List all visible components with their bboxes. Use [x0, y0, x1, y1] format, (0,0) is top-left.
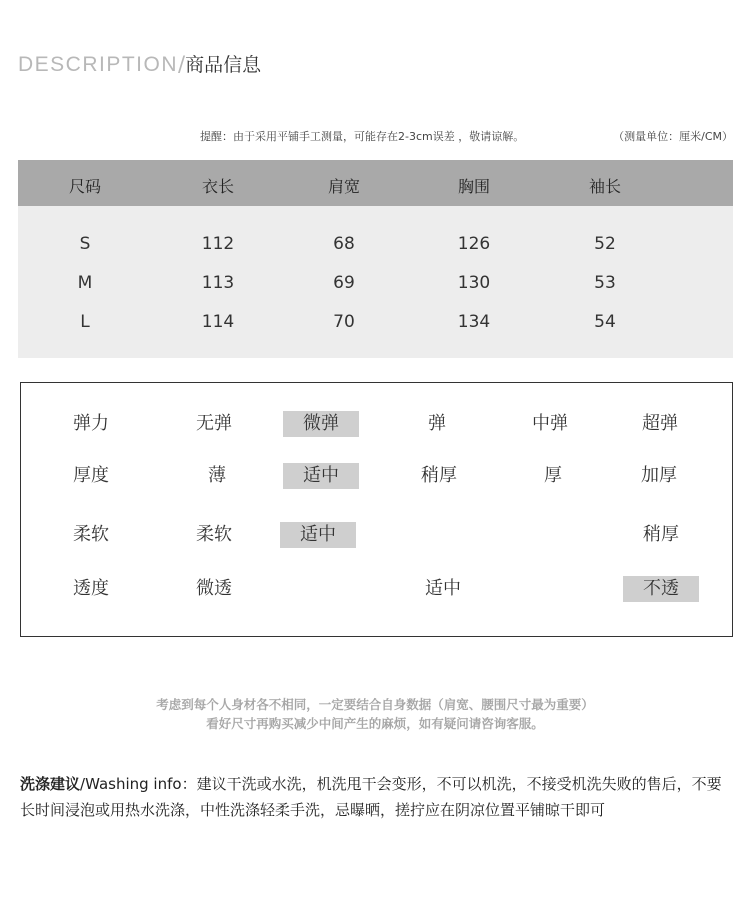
elasticity-option: 无弹	[196, 413, 232, 434]
elasticity-option: 弹	[428, 413, 446, 434]
sleeve-cell: 53	[594, 273, 616, 293]
measurement-note	[200, 128, 733, 144]
shoulder-cell: 69	[333, 273, 355, 293]
sleeve-cell: 54	[594, 312, 616, 332]
size-tip-line-2: 看好尺寸再购买减少中间产生的麻烦，如有疑问请咨询客服。	[206, 716, 544, 731]
softness-option: 稍厚	[643, 524, 679, 545]
length-cell: 114	[201, 312, 235, 332]
softness-option: 柔软	[196, 524, 232, 545]
thickness-option: 厚	[544, 465, 562, 486]
title-chinese: 商品信息	[185, 54, 262, 76]
washing-label: 洗涤建议	[20, 775, 81, 793]
sleeve-cell: 52	[594, 234, 616, 254]
shoulder-cell: 70	[333, 312, 355, 332]
length-cell: 112	[201, 234, 235, 254]
transparency-option-selected: 不透	[623, 576, 699, 602]
title-english: DESCRIPTION	[18, 53, 179, 76]
thickness-option: 稍厚	[421, 465, 457, 486]
thickness-label: 厚度	[73, 465, 109, 486]
length-cell: 113	[201, 273, 235, 293]
size-cell: L	[80, 312, 90, 332]
header-shoulder: 肩宽	[327, 177, 360, 196]
header-chest: 胸围	[457, 177, 490, 196]
measurement-unit: （测量单位：厘米/CM）	[613, 130, 733, 143]
fabric-properties-box	[20, 382, 733, 637]
size-cell: S	[79, 234, 91, 254]
shoulder-cell: 68	[333, 234, 355, 254]
transparency-option: 微透	[196, 578, 232, 599]
size-table-header	[18, 160, 733, 206]
softness-label: 柔软	[73, 524, 109, 545]
washing-text: ：建议干洗或水洗，机洗甩干会变形，不可以机洗，不接受机洗失败的售后，不要长时间浸泡或用热水洗涤，中性洗涤轻柔手洗，忌曝晒，搓拧应在阴凉位置平铺晾干即可	[20, 775, 722, 819]
thickness-option: 加厚	[641, 465, 677, 486]
size-cell: M	[77, 273, 93, 293]
title-slash: /	[178, 52, 186, 76]
elasticity-option-selected: 微弹	[283, 411, 359, 437]
softness-option-selected: 适中	[280, 522, 356, 548]
header-sleeve: 袖长	[588, 177, 621, 196]
elasticity-label: 弹力	[73, 413, 109, 434]
measurement-disclaimer: 提醒：由于采用平铺手工测量，可能存在2-3cm误差 ，敬请谅解。	[200, 130, 525, 143]
chest-cell: 130	[457, 273, 491, 293]
transparency-option: 适中	[425, 578, 461, 599]
section-title	[18, 50, 261, 78]
header-length: 衣长	[201, 177, 234, 196]
chest-cell: 126	[457, 234, 491, 254]
size-table-body	[18, 206, 733, 358]
washing-label-english: /Washing info	[80, 775, 182, 793]
washing-instructions	[20, 771, 736, 823]
chest-cell: 134	[457, 312, 491, 332]
thickness-option: 薄	[208, 465, 226, 486]
thickness-option-selected: 适中	[283, 463, 359, 489]
transparency-label: 透度	[73, 578, 109, 599]
size-tip-line-1: 考虑到每个人身材各不相同，一定要结合自身数据（肩宽、腰围尺寸最为重要）	[156, 697, 594, 712]
elasticity-option: 中弹	[532, 413, 568, 434]
header-size: 尺码	[68, 177, 101, 196]
elasticity-option: 超弹	[642, 413, 678, 434]
